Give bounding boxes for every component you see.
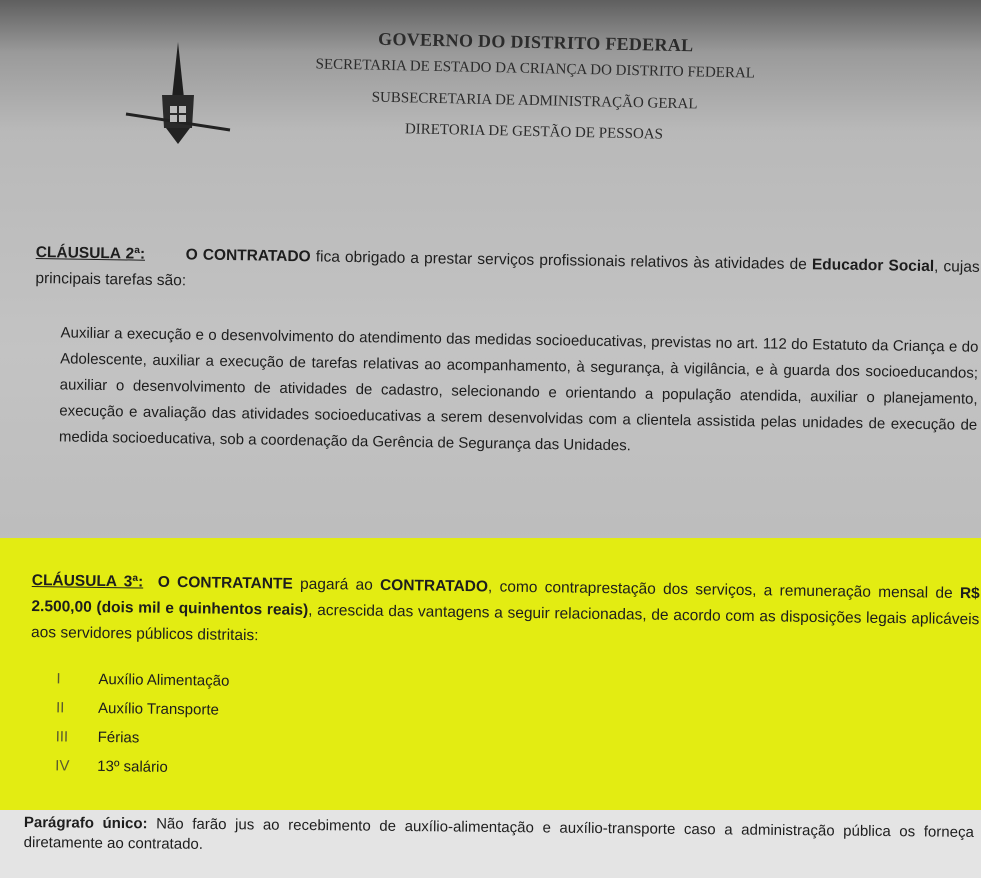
- header-directorate: DIRETORIA DE GESTÃO DE PESSOAS: [404, 121, 664, 143]
- clause-2-label: CLÁUSULA 2ª:: [35, 243, 146, 263]
- list-item-number: I: [56, 670, 61, 688]
- header-secretariat: SECRETARIA DE ESTADO DA CRIANÇA DO DISTRITO FEDERAL: [315, 56, 756, 82]
- header-subsecretariat: SUBSECRETARIA DE ADMINISTRAÇÃO GERAL: [371, 89, 698, 113]
- clause-3-label: CLÁUSULA 3ª:: [31, 571, 144, 591]
- clause-3-party1: O CONTRATANTE: [157, 573, 293, 593]
- list-item-label: 13º salário: [97, 757, 168, 776]
- list-item-number: IV: [55, 757, 70, 775]
- clause-3-text3: , acrescida das vantagens a seguir relacionadas, de acordo com as disposições legais aplicáveis aos servidores públicos distritais:: [30, 601, 980, 645]
- clause-3-party2: CONTRATADO: [379, 576, 489, 596]
- list-item-label: Auxílio Transporte: [97, 699, 220, 719]
- document-header: [299, 15, 771, 146]
- clause-3: [29, 568, 980, 793]
- clause-2-intro: [35, 240, 980, 307]
- benefits-list: [55, 664, 979, 793]
- clause-2-tasks: Auxiliar a execução e o desenvolvimento do atendimento das medidas socioeducativas, previstas no art. 112 do Estatuto da Criança e do Adolescente, auxiliar a execução de tarefas relativas ao acompanhamento, à segurança, à vigilância, e à guarda dos socioeducandos; auxiliar o desenvolvimento de atividades de cadastro, selecionando e orientando a população atendida, auxiliar o planejamento, execução e avaliação das atividades socioeducativas a serem desenvolvidas com a clientela assistida pelas unidades de execução de medida socioeducativa, sob a coordenação da Gerência de Segurança das Unidades.: [58, 324, 979, 455]
- list-item-label: Auxílio Alimentação: [98, 670, 230, 690]
- clause-2: [33, 240, 980, 465]
- clause-3-amount: R$ 2.500,00 (dois mil e quinhentos reais): [31, 584, 980, 619]
- clause-3-intro: [31, 568, 980, 659]
- single-paragraph-label: Parágrafo único:: [23, 813, 148, 833]
- header-government: GOVERNO DO DISTRITO FEDERAL: [377, 28, 694, 56]
- clause-2-role: Educador Social: [811, 256, 935, 276]
- brasilia-emblem-icon: [122, 40, 234, 152]
- list-item-number: II: [55, 699, 65, 717]
- clause-2-text2: , cujas principais tarefas são:: [35, 258, 980, 290]
- clause-3-text1: pagará ao: [292, 575, 381, 594]
- clause-2-party: O CONTRATADO: [185, 246, 311, 266]
- single-paragraph-body: Não farão jus ao recebimento de auxílio-alimentação e auxílio-transporte caso a administração pública os forneça diretamente ao contratado.: [23, 815, 974, 853]
- list-item-number: III: [55, 728, 69, 746]
- clause-2-text1: fica obrigado a prestar serviços profissionais relativos às atividades de: [310, 248, 813, 274]
- clause-3-text2: , como contraprestação dos serviços, a remuneração mensal de: [487, 578, 961, 602]
- list-item-label: Férias: [97, 728, 140, 747]
